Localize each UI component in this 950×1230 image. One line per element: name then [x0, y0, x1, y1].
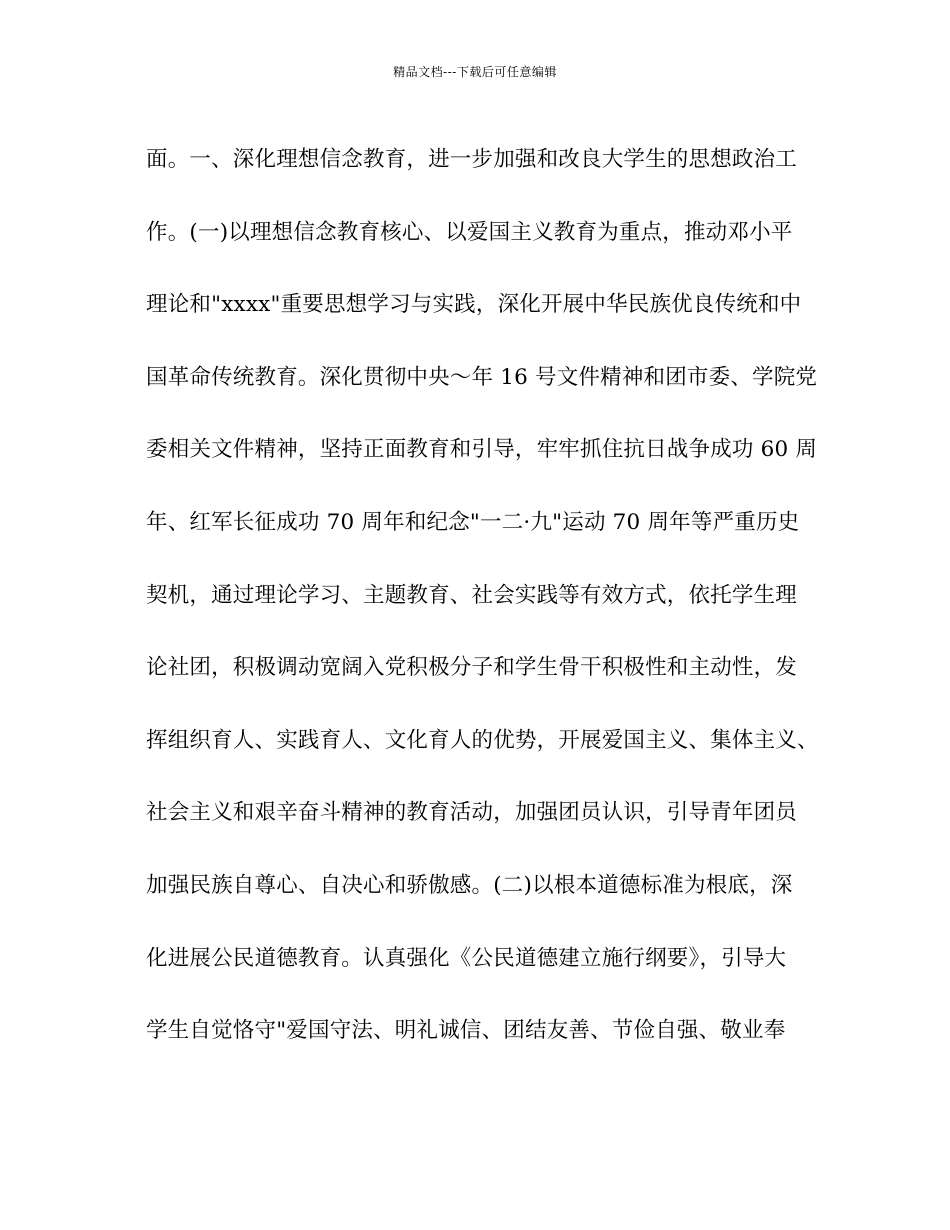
text-line: 化进展公民道德教育。认真强化《公民道德建立施行纲要》，引导大 [146, 945, 787, 971]
text-line: 加强民族自尊心、自决心和骄傲感。(二)以根本道德标准为根底，深 [146, 872, 793, 898]
text-line: 挥组织育人、实践育人、文化育人的优势，开展爱国主义、集体主义、 [146, 727, 819, 753]
text-line: 年、红军长征成功 70 周年和纪念"一二·九"运动 70 周年等严重历史 [146, 509, 800, 535]
text-line: 论社团，积极调动宽阔入党积极分子和学生骨干积极性和主动性，发 [146, 655, 798, 681]
text-line: 国革命传统教育。深化贯彻中央～年 16 号文件精神和团市委、学院党 [146, 364, 818, 390]
text-line: 契机，通过理论学习、主题教育、社会实践等有效方式，依托学生理 [146, 582, 798, 608]
body-text [146, 138, 826, 1082]
text-line: 学生自觉恪守"爱国守法、明礼诚信、团结友善、节俭自强、敬业奉 [146, 1018, 786, 1044]
text-line: 作。(一)以理想信念教育核心、以爱国主义教育为重点，推动邓小平 [146, 219, 793, 245]
text-line: 社会主义和艰辛奋斗精神的教育活动，加强团员认识，引导青年团员 [146, 800, 798, 826]
text-line: 理论和"xxxx"重要思想学习与实践，深化开展中华民族优良传统和中 [146, 292, 802, 318]
text-line: 面。一、深化理想信念教育，进一步加强和改良大学生的思想政治工 [146, 147, 798, 172]
page-header: 精品文档---下载后可任意编辑 [393, 65, 557, 79]
text-line: 委相关文件精神，坚持正面教育和引导，牢牢抓住抗日战争成功 60 周 [146, 437, 818, 463]
